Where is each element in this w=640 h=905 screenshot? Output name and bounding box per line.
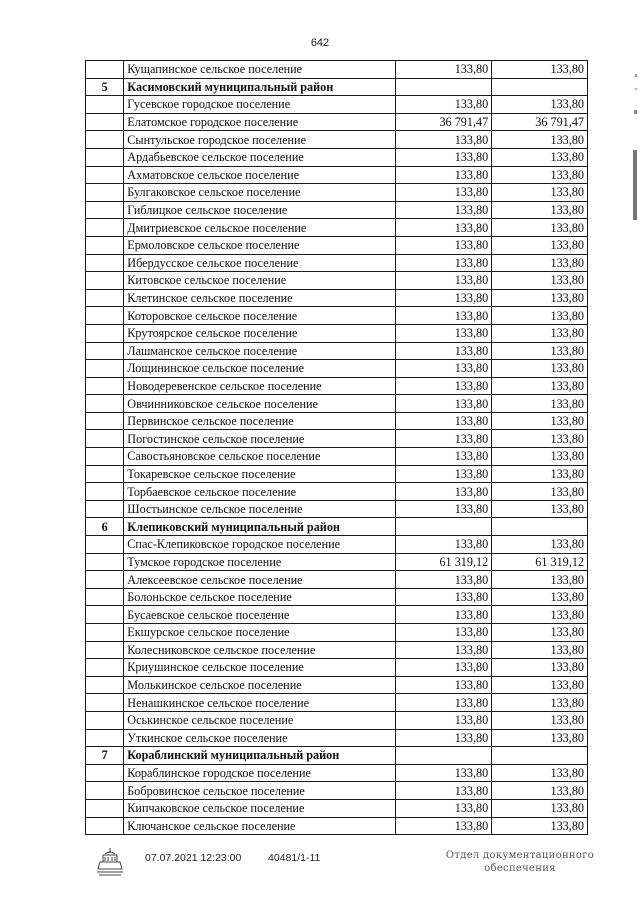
settlement-name: Колесниковское сельское поселение [124,641,396,659]
table-row [86,131,588,149]
settlement-name: Касимовский муниципальный район [124,78,396,96]
settlement-name: Кипчаковское сельское поселение [124,799,396,817]
table-row [86,641,588,659]
amount-col-1: 61 319,12 [396,553,492,571]
amount-col-1: 133,80 [396,254,492,272]
amount-col-1: 133,80 [396,817,492,835]
settlement-name: Булгаковское сельское поселение [124,184,396,202]
page-number: 642 [310,37,330,49]
table-row [86,342,588,360]
amount-col-2: 133,80 [492,571,588,589]
amount-col-1: 133,80 [396,342,492,360]
settlement-name: Овчинниковское сельское поселение [124,395,396,413]
amount-col-1: 133,80 [396,430,492,448]
amount-col-1: 133,80 [396,360,492,378]
amount-col-1: 133,80 [396,711,492,729]
amount-col-1: 133,80 [396,377,492,395]
table-row [86,113,588,131]
row-number [86,659,124,677]
row-number [86,676,124,694]
row-number [86,360,124,378]
table-row [86,799,588,817]
table-row [86,676,588,694]
settlement-name: Гиблицкое сельское поселение [124,201,396,219]
row-number [86,289,124,307]
amount-col-2: 133,80 [492,500,588,518]
settlement-name: Токаревское сельское поселение [124,465,396,483]
settlement-name: Первинское сельское поселение [124,412,396,430]
settlement-name: Клетинское сельское поселение [124,289,396,307]
amount-col-2: 133,80 [492,184,588,202]
settlement-name: Алексеевское сельское поселение [124,571,396,589]
settlement-name: Шостьинское сельское поселение [124,500,396,518]
amount-col-2: 133,80 [492,711,588,729]
table-row [86,412,588,430]
amount-col-1 [396,518,492,536]
row-number: 5 [86,78,124,96]
settlement-name: Уткинское сельское поселение [124,729,396,747]
row-number [86,61,124,79]
table-row [86,764,588,782]
settlement-name: Гусевское городское поселение [124,96,396,114]
table-row [86,307,588,325]
table-row [86,624,588,642]
table-row [86,588,588,606]
amount-col-1: 36 791,47 [396,113,492,131]
amount-col-1: 133,80 [396,289,492,307]
amount-col-2: 133,80 [492,166,588,184]
table-row [86,360,588,378]
settlement-name: Лашманское сельское поселение [124,342,396,360]
amount-col-2: 133,80 [492,465,588,483]
amount-col-1: 133,80 [396,219,492,237]
amount-col-2: 133,80 [492,729,588,747]
amount-col-1: 133,80 [396,764,492,782]
settlement-name: Бусаевское сельское поселение [124,606,396,624]
amount-col-1: 133,80 [396,131,492,149]
table-row [86,553,588,571]
table-row [86,236,588,254]
amount-col-2: 133,80 [492,536,588,554]
stamp-line-1: Отдел документационного [445,850,595,861]
settlement-name: Клепиковский муниципальный район [124,518,396,536]
row-number [86,571,124,589]
amount-col-1: 133,80 [396,448,492,466]
settlement-name: Которовское сельское поселение [124,307,396,325]
table-row [86,659,588,677]
amount-col-2: 133,80 [492,624,588,642]
amount-col-1 [396,78,492,96]
settlement-name: Ненашкинское сельское поселение [124,694,396,712]
row-number [86,342,124,360]
settlement-name: Савостьяновское сельское поселение [124,448,396,466]
table-row [86,61,588,79]
amount-col-1: 133,80 [396,729,492,747]
settlement-name: Торбаевское сельское поселение [124,483,396,501]
amount-col-2 [492,78,588,96]
amount-col-1: 133,80 [396,148,492,166]
amount-col-2: 133,80 [492,606,588,624]
table-body [86,61,588,835]
district-row [86,78,588,96]
settlement-name: Оськинское сельское поселение [124,711,396,729]
table-row [86,166,588,184]
amount-col-2: 133,80 [492,799,588,817]
settlement-allocation-table [85,60,588,835]
settlement-name: Спас-Клепиковское городское поселение [124,536,396,554]
amount-col-1: 133,80 [396,483,492,501]
amount-col-2: 133,80 [492,96,588,114]
row-number [86,641,124,659]
row-number [86,377,124,395]
amount-col-1: 133,80 [396,307,492,325]
amount-col-2 [492,747,588,765]
amount-col-1: 133,80 [396,412,492,430]
row-number [86,729,124,747]
settlement-name: Ибердусское сельское поселение [124,254,396,272]
row-number [86,219,124,237]
row-number: 6 [86,518,124,536]
amount-col-1: 133,80 [396,694,492,712]
amount-col-2: 133,80 [492,448,588,466]
table-row [86,694,588,712]
department-stamp [440,849,600,875]
row-number [86,96,124,114]
amount-col-1: 133,80 [396,659,492,677]
amount-col-2: 133,80 [492,395,588,413]
amount-col-2: 133,80 [492,307,588,325]
amount-col-1: 133,80 [396,61,492,79]
amount-col-2: 133,80 [492,676,588,694]
row-number [86,553,124,571]
row-number [86,430,124,448]
table-row [86,465,588,483]
row-number [86,500,124,518]
row-number [86,307,124,325]
settlement-name: Погостинское сельское поселение [124,430,396,448]
amount-col-2: 133,80 [492,289,588,307]
row-number [86,395,124,413]
amount-col-2: 133,80 [492,131,588,149]
settlement-name: Бобровинское сельское поселение [124,782,396,800]
row-number [86,272,124,290]
row-number [86,764,124,782]
amount-col-2: 133,80 [492,694,588,712]
table-row [86,184,588,202]
amount-col-2: 36 791,47 [492,113,588,131]
table-row [86,483,588,501]
row-number [86,782,124,800]
footer-date: 07.07.2021 12:23:00 [145,852,242,864]
amount-col-1: 133,80 [396,500,492,518]
amount-col-1: 133,80 [396,782,492,800]
amount-col-1: 133,80 [396,324,492,342]
settlement-name: Болоньское сельское поселение [124,588,396,606]
settlement-name: Ардабьевское сельское поселение [124,148,396,166]
settlement-name: Кораблинское городское поселение [124,764,396,782]
amount-col-2: 133,80 [492,360,588,378]
amount-col-1: 133,80 [396,606,492,624]
amount-col-2: 133,80 [492,659,588,677]
row-number [86,113,124,131]
amount-col-2: 133,80 [492,61,588,79]
row-number [86,606,124,624]
settlement-name: Кущапинское сельское поселение [124,61,396,79]
settlement-name: Лощининское сельское поселение [124,360,396,378]
row-number [86,131,124,149]
amount-col-1: 133,80 [396,184,492,202]
amount-col-1: 133,80 [396,272,492,290]
amount-col-1: 133,80 [396,236,492,254]
amount-col-1: 133,80 [396,571,492,589]
table-row [86,395,588,413]
row-number [86,201,124,219]
settlement-name: Новодеревенское сельское поселение [124,377,396,395]
row-number [86,148,124,166]
table-row [86,571,588,589]
settlement-name: Ключанское сельское поселение [124,817,396,835]
table-row [86,324,588,342]
amount-col-2: 133,80 [492,148,588,166]
amount-col-2: 133,80 [492,272,588,290]
amount-col-2: 133,80 [492,764,588,782]
amount-col-2: 133,80 [492,219,588,237]
row-number [86,236,124,254]
amount-col-2: 61 319,12 [492,553,588,571]
settlement-name: Тумское городское поселение [124,553,396,571]
row-number [86,694,124,712]
settlement-name: Молькинское сельское поселение [124,676,396,694]
table-row [86,96,588,114]
table-row [86,448,588,466]
table-row [86,219,588,237]
row-number [86,412,124,430]
table-row [86,729,588,747]
footer-document-number: 40481/1-11 [268,852,321,864]
table-row [86,148,588,166]
settlement-name: Криушинское сельское поселение [124,659,396,677]
row-number [86,254,124,272]
settlement-name: Елатомское городское поселение [124,113,396,131]
amount-col-1: 133,80 [396,588,492,606]
amount-col-2: 133,80 [492,254,588,272]
table-row [86,430,588,448]
table-row [86,817,588,835]
table-row [86,606,588,624]
district-row [86,747,588,765]
amount-col-2: 133,80 [492,588,588,606]
stamp-line-2: обеспечения [484,863,556,874]
amount-col-2 [492,518,588,536]
amount-col-1: 133,80 [396,536,492,554]
amount-col-1: 133,80 [396,624,492,642]
amount-col-2: 133,80 [492,236,588,254]
settlement-name: Кораблинский муниципальный район [124,747,396,765]
amount-col-1: 133,80 [396,799,492,817]
amount-col-1 [396,747,492,765]
amount-col-1: 133,80 [396,201,492,219]
amount-col-1: 133,80 [396,96,492,114]
emblem-logo [93,845,127,879]
settlement-name: Екшурское сельское поселение [124,624,396,642]
settlement-name: Крутоярское сельское поселение [124,324,396,342]
row-number [86,817,124,835]
settlement-name: Китовское сельское поселение [124,272,396,290]
settlement-name: Ахматовское сельское поселение [124,166,396,184]
settlement-name: Сынтульское городское поселение [124,131,396,149]
row-number [86,465,124,483]
table-row [86,782,588,800]
row-number [86,711,124,729]
row-number [86,324,124,342]
table-row [86,254,588,272]
amount-col-2: 133,80 [492,817,588,835]
table-row [86,536,588,554]
table-row [86,201,588,219]
amount-col-2: 133,80 [492,641,588,659]
amount-col-2: 133,80 [492,430,588,448]
amount-col-2: 133,80 [492,377,588,395]
row-number [86,184,124,202]
row-number [86,588,124,606]
row-number [86,536,124,554]
table-row [86,711,588,729]
row-number [86,483,124,501]
settlement-name: Ермоловское сельское поселение [124,236,396,254]
amount-col-1: 133,80 [396,166,492,184]
row-number [86,448,124,466]
district-row [86,518,588,536]
amount-col-2: 133,80 [492,483,588,501]
amount-col-1: 133,80 [396,395,492,413]
amount-col-2: 133,80 [492,201,588,219]
table-row [86,500,588,518]
row-number [86,166,124,184]
row-number: 7 [86,747,124,765]
amount-col-2: 133,80 [492,324,588,342]
table-row [86,289,588,307]
amount-col-2: 133,80 [492,782,588,800]
table-row [86,377,588,395]
settlement-name: Дмитриевское сельское поселение [124,219,396,237]
amount-col-1: 133,80 [396,465,492,483]
table-row [86,272,588,290]
amount-col-2: 133,80 [492,342,588,360]
amount-col-1: 133,80 [396,641,492,659]
row-number [86,624,124,642]
amount-col-2: 133,80 [492,412,588,430]
amount-col-1: 133,80 [396,676,492,694]
row-number [86,799,124,817]
scan-edge-marks [632,70,638,240]
